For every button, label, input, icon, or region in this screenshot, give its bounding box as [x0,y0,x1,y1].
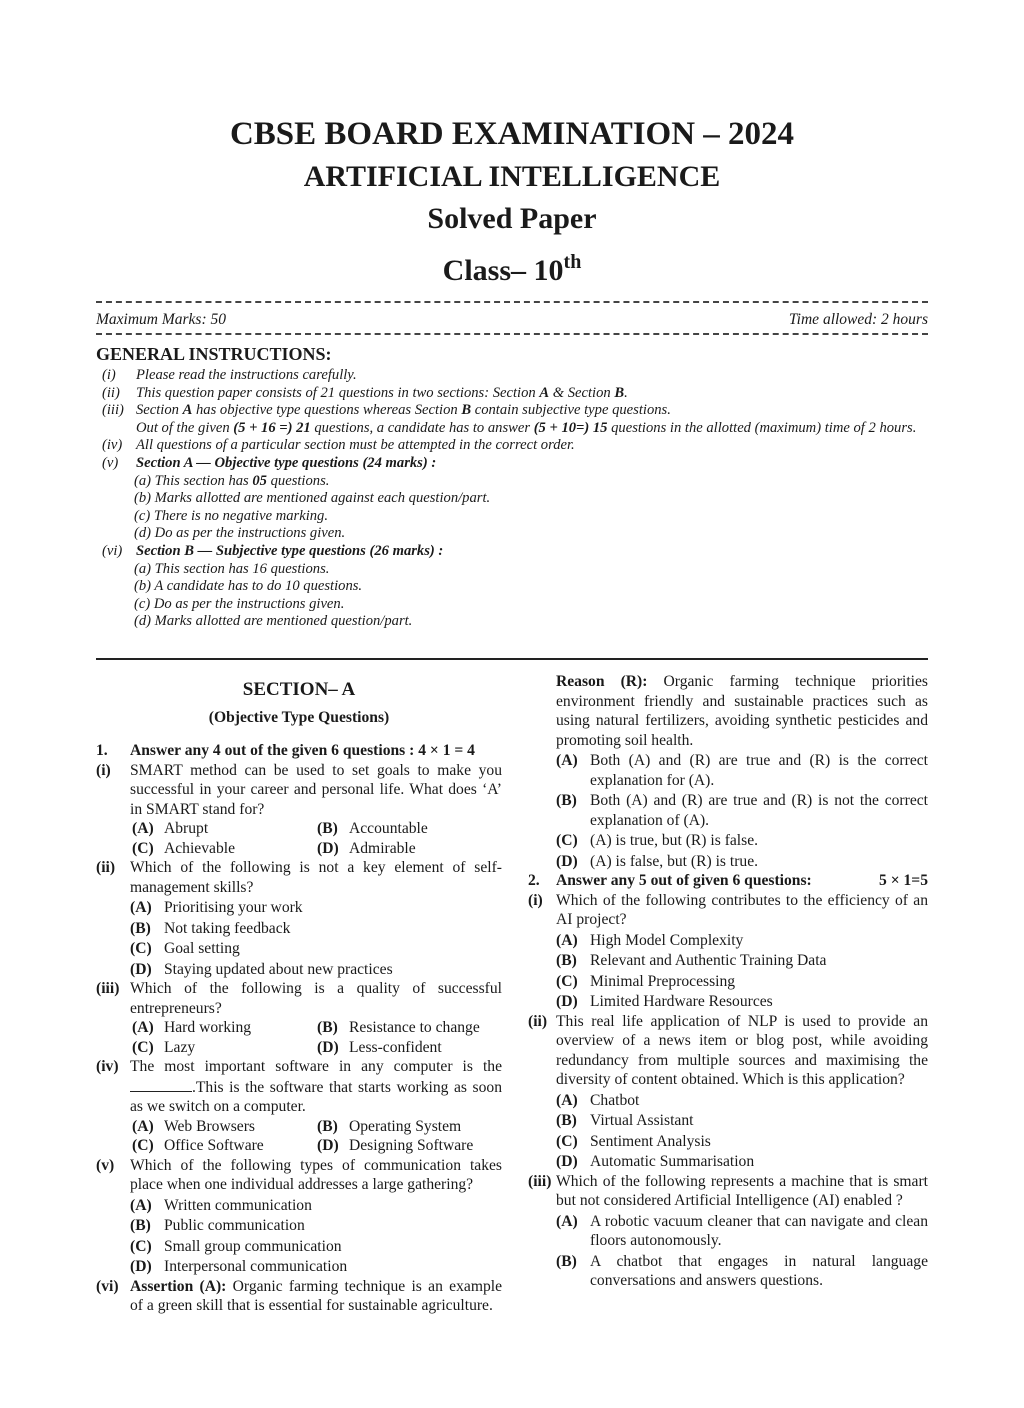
option-a: (A) High Model Complexity [556,931,744,949]
instruction-subitem: (b) A candidate has to do 10 questions. [134,578,363,595]
option-d: (D) Admirable [317,839,416,857]
option-b: (B) A chatbot that engages in natural language conversations and answers questions. [556,1252,928,1289]
section-divider [96,658,928,660]
question-1-v: (v) Which of the following types of communication takes place when one individual addresses a large gathering? [96,1156,502,1193]
option-a: (A) Hard working [132,1019,252,1036]
instruction-subitem: (c) Do as per the instructions given. [134,595,345,612]
instruction-item: (i) Please read the instructions carefully. [102,367,357,383]
option-c: (C) Office Software [132,1137,264,1154]
option-b: (B) Both (A) and (R) are true and (R) is not the correct explanation of (A). [556,792,928,829]
option-c: (C) Minimal Preprocessing [556,972,736,990]
fill-in-blank [130,1077,192,1092]
instruction-item: (iii) Section A has objective type questions whereas Section B contain subjective type questions. [102,402,671,419]
option-d: (D) Interpersonal communication [130,1258,348,1275]
option-b: (B) Operating System [317,1117,462,1135]
question-2-iii: (iii) Which of the following represents a machine that is smart but not considered Artificial Intelligence (AI) enabled ? [528,1172,928,1209]
instruction-subitem: (a) This section has 05 questions. [134,472,330,489]
bottom-dashed-divider [96,333,928,335]
question-2-ii: (ii) This real life application of NLP is used to provide an overview of a news item or blog post, while avoiding redundancy from multiple sources and maximising the diversity of content obtained. Which is this application? [528,1012,928,1088]
left-column [96,676,502,1316]
option-d: (D) Less-confident [317,1038,442,1056]
question-2-i: (i) Which of the following contributes to the efficiency of an AI project? [528,891,928,928]
option-d: (D) Designing Software [317,1137,474,1154]
question-1-heading: 1. Answer any 4 out of the given 6 questions : 4 × 1 = 4 [96,742,475,759]
time-allowed: Time allowed: 2 hours [788,311,928,328]
option-d: (D) Limited Hardware Resources [556,993,773,1010]
option-a: (A) Abrupt [132,820,209,837]
reason-statement: Reason (R): Organic farming technique priorities environment friendly and sustainable practices such as using natural fertilizers, avoiding synthetic pesticides and promoting soil health. [556,673,929,749]
section-subtitle: (Objective Type Questions) [208,709,390,726]
instruction-subitem: (d) Do as per the instructions given. [134,525,346,542]
option-c: (C) Small group communication [130,1237,342,1255]
question-1-ii: (ii) Which of the following is not a key element of self-management skills? [96,859,502,896]
option-c: (C) (A) is true, but (R) is false. [556,832,759,849]
instruction-subitem: (a) This section has 16 questions. [134,560,330,577]
maximum-marks: Maximum Marks: 50 [96,311,227,328]
instruction-item: (v) Section A — Objective type questions (24 marks) : [102,454,437,471]
option-b: (B) Not taking feedback [130,919,291,937]
right-column [528,672,928,1291]
section-title: SECTION– A [242,679,356,700]
option-b: (B) Virtual Assistant [556,1112,694,1129]
question-2-heading: 2. 5 × 1=5 Answer any 5 out of given 6 questions: [528,872,928,889]
general-instructions [96,367,928,631]
option-b: (B) Accountable [317,820,428,837]
instruction-item: (vi) Section B — Subjective type questions (26 marks) : [102,542,444,559]
option-c: (C) Goal setting [130,940,240,957]
option-a: (A) Prioritising your work [130,899,303,916]
subject-title: ARTIFICIAL INTELLIGENCE [303,160,721,193]
option-a: (A) Web Browsers [132,1117,255,1135]
paper-type: Solved Paper [427,202,597,235]
option-b: (B) Public communication [130,1217,305,1234]
option-a: (A) A robotic vacuum cleaner that can navigate and clean floors autonomously. [556,1212,928,1249]
option-c: (C) Achievable [132,839,236,857]
option-b: (B) Relevant and Authentic Training Data [556,952,827,969]
question-1-i: (i) SMART method can be used to set goals to make you successful in your career and personal life. What does ‘A’ in SMART stand for? [96,761,502,818]
question-1-vi: (vi) Assertion (A): Organic farming technique is an example of a green skill that is essential for sustainable agriculture. [96,1277,502,1314]
instruction-item: Out of the given (5 + 16 =) 21 questions, a candidate has to answer (5 + 10=) 15 questions in the allotted (maximum) time of 2 hours. [136,419,917,436]
paper-title-block [0,112,1024,293]
instruction-subitem: (c) There is no negative marking. [134,507,328,524]
option-d: (D) Staying updated about new practices [130,960,393,978]
top-dashed-divider [96,301,928,303]
option-a: (A) Both (A) and (R) are true and (R) is the correct explanation for (A). [556,752,928,789]
option-a: (A) Chatbot [556,1091,640,1109]
option-d: (D) (A) is false, but (R) is true. [556,852,759,870]
option-c: (C) Lazy [132,1038,196,1056]
question-1-iv: (iv) The most important software in any computer is the .This is the software that starts working as soon as we switch on a computer. [96,1058,502,1115]
question-1-iii: (iii) Which of the following is a quality of successful entrepreneurs? [96,980,502,1017]
option-b: (B) Resistance to change [317,1019,480,1036]
option-d: (D) Automatic Summarisation [556,1153,755,1170]
class-title: Class– 10th [442,251,582,287]
exam-title: CBSE BOARD EXAMINATION – 2024 [229,116,795,152]
general-instructions-heading: GENERAL INSTRUCTIONS: [96,344,332,364]
option-a: (A) Written communication [130,1196,312,1214]
instruction-subitem: (d) Marks allotted are mentioned question/part. [134,613,413,630]
option-c: (C) Sentiment Analysis [556,1132,711,1150]
instruction-item: (iv) All questions of a particular section must be attempted in the correct order. [102,437,575,454]
instruction-item: (ii) This question paper consists of 21 questions in two sections: Section A & Section B. [102,384,628,401]
instruction-subitem: (b) Marks allotted are mentioned against each question/part. [134,490,491,507]
